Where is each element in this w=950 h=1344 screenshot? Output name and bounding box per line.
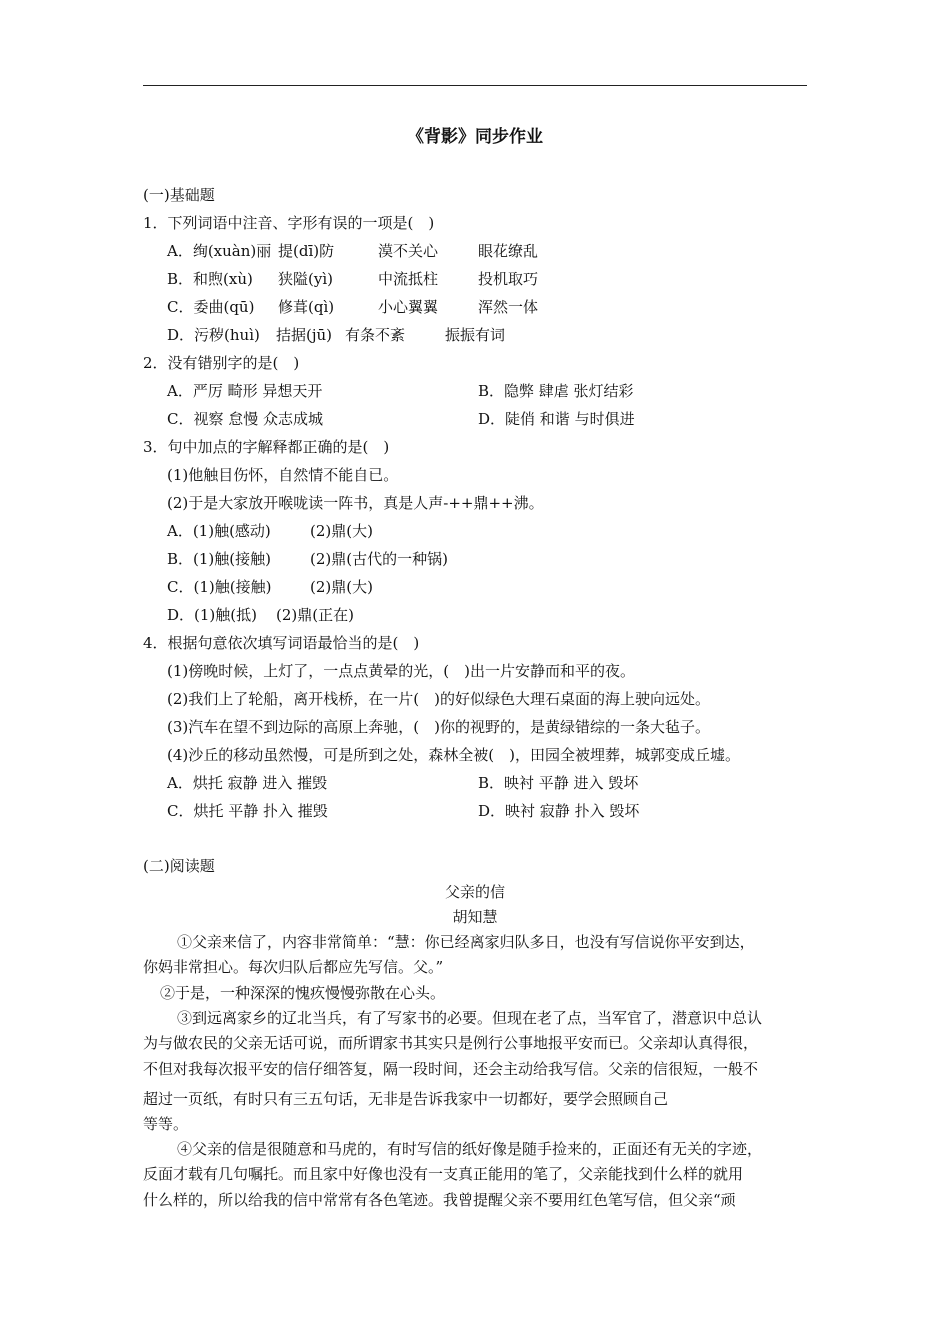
q3-option-d-2: (2)鼎(正在) xyxy=(276,606,354,624)
paragraph-4-line-1: ④父亲的信是很随意和马虎的，有时写信的纸好像是随手捡来的，正面还有无关的字迹， xyxy=(177,1140,763,1158)
q1-option-b-4: 投机取巧 xyxy=(478,270,539,288)
section-heading-basic: (一)基础题 xyxy=(143,186,215,204)
q4-option-b: B．映衬 平静 进入 毁坏 xyxy=(478,774,639,792)
q4-option-c: C．烘托 平静 扑入 摧毁 xyxy=(167,802,328,820)
q3-option-c-2: (2)鼎(大) xyxy=(310,578,373,596)
q3-sentence-1: (1)他触目伤怀，自然情不能自已。 xyxy=(167,466,399,484)
article-title: 父亲的信 xyxy=(444,883,505,901)
q1-option-c-1: C．委曲(qū) xyxy=(167,298,255,316)
q4-option-a: A．烘托 寂静 进入 摧毁 xyxy=(167,774,328,792)
q3-sentence-2: (2)于是大家放开喉咙读一阵书，真是人声-++鼎++沸。 xyxy=(167,494,544,512)
paragraph-1-line-2: 你妈非常担心。每次归队后都应先写信。父。” xyxy=(143,958,444,976)
paragraph-1-line-1: ①父亲来信了，内容非常简单：“慧：你已经离家归队多日，也没有写信说你平安到达， xyxy=(177,933,755,951)
paragraph-3-line-2: 为与做农民的父亲无话可说，而所谓家书其实只是例行公事地报平安而已。父亲却认真得很， xyxy=(143,1034,759,1052)
article-author: 胡知慧 xyxy=(452,908,498,926)
q3-option-a-1: A．(1)触(感动) xyxy=(167,522,271,540)
section-heading-reading: (二)阅读题 xyxy=(143,857,215,875)
q1-option-b-1: B．和煦(xù) xyxy=(167,270,253,288)
question-4-stem: 4．根据句意依次填写词语最恰当的是( ) xyxy=(143,634,420,652)
paragraph-3-line-4: 超过一页纸，有时只有三五句话，无非是告诉我家中一切都好，要学会照顾自己 xyxy=(143,1090,669,1108)
paragraph-4-line-2: 反面才载有几句嘱托。而且家中好像也没有一支真正能用的笔了，父亲能找到什么样的就用 xyxy=(143,1165,744,1183)
q3-option-a-2: (2)鼎(大) xyxy=(310,522,373,540)
q1-option-d-3: 有条不紊 xyxy=(345,326,406,344)
q2-option-c: C．视察 怠慢 众志成城 xyxy=(167,410,324,428)
q1-option-d-4: 振振有词 xyxy=(445,326,506,344)
q4-sentence-2: (2)我们上了轮船，离开栈桥，在一片( )的好似绿色大理石桌面的海上驶向远处。 xyxy=(167,690,710,708)
header-rule xyxy=(143,85,807,86)
q1-option-a-4: 眼花缭乱 xyxy=(478,242,539,260)
q2-option-d: D．陡俏 和谐 与时俱进 xyxy=(478,410,635,428)
document-title: 《背影》同步作业 xyxy=(407,127,543,147)
q1-option-b-3: 中流抵柱 xyxy=(378,270,439,288)
q3-option-b-2: (2)鼎(古代的一种锅) xyxy=(310,550,448,568)
q3-option-c-1: C．(1)触(接触) xyxy=(167,578,272,596)
q3-option-b-1: B．(1)触(接触) xyxy=(167,550,271,568)
q4-option-d: D．映衬 寂静 扑入 毁坏 xyxy=(478,802,640,820)
q4-sentence-4: (4)沙丘的移动虽然慢，可是所到之处，森林全被( )，田园全被埋葬，城郭变成丘墟。 xyxy=(167,746,740,764)
question-3-stem: 3．句中加点的字解释都正确的是( ) xyxy=(143,438,390,456)
q3-option-d-1: D．(1)触(抵) xyxy=(167,606,257,624)
q1-option-a-3: 漠不关心 xyxy=(378,242,439,260)
q4-sentence-1: (1)傍晚时候，上灯了，一点点黄晕的光，( )出一片安静而和平的夜。 xyxy=(167,662,635,680)
q1-option-d-2: 拮据(jū) xyxy=(276,326,333,344)
q1-option-c-4: 浑然一体 xyxy=(478,298,539,316)
question-2-stem: 2．没有错别字的是( ) xyxy=(143,354,300,372)
q1-option-a-1: A．绚(xuàn)丽 xyxy=(167,242,272,260)
q2-option-a: A．严厉 畸形 异想天开 xyxy=(167,382,323,400)
q1-option-a-2: 提(dī)防 xyxy=(278,242,335,260)
q2-option-b: B．隐弊 肆虐 张灯结彩 xyxy=(478,382,634,400)
paragraph-3-line-3: 不但对我每次报平安的信仔细答复，隔一段时间，还会主动给我写信。父亲的信很短，一般不 xyxy=(143,1060,759,1078)
paragraph-3-line-5: 等等。 xyxy=(143,1115,189,1133)
q4-sentence-3: (3)汽车在望不到边际的高原上奔驰，( )你的视野的，是黄绿错综的一条大毡子。 xyxy=(167,718,710,736)
paragraph-3-line-1: ③到远离家乡的辽北当兵，有了写家书的必要。但现在老了点，当军官了，潜意识中总认 xyxy=(177,1009,763,1027)
q1-option-d-1: D．污秽(huì) xyxy=(167,326,260,344)
q1-option-c-2: 修葺(qì) xyxy=(278,298,335,316)
question-1-stem: 1．下列词语中注音、字形有误的一项是( ) xyxy=(143,214,435,232)
paragraph-2: ②于是，一种深深的愧疚慢慢弥散在心头。 xyxy=(160,984,446,1002)
paragraph-4-line-3: 什么样的，所以给我的信中常常有各色笔迹。我曾提醒父亲不要用红色笔写信，但父亲“顽 xyxy=(143,1191,736,1209)
q1-option-c-3: 小心翼翼 xyxy=(378,298,439,316)
q1-option-b-2: 狭隘(yì) xyxy=(278,270,333,288)
